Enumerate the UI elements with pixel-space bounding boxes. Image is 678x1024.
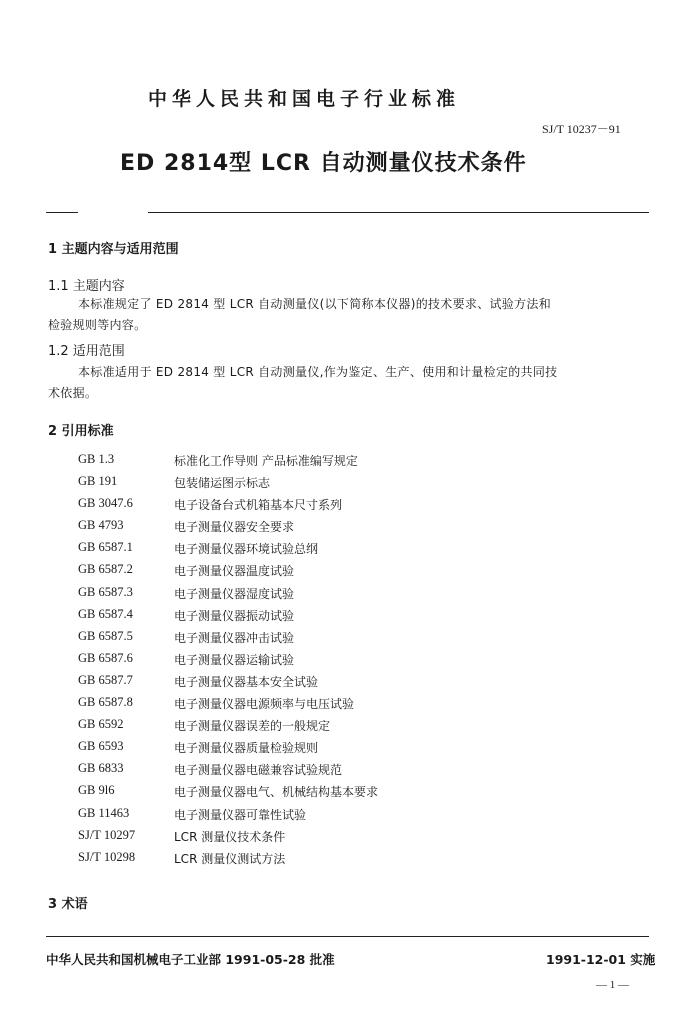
reference-code: GB 6587.3 <box>78 584 133 599</box>
reference-code: GB 6587.8 <box>78 695 133 710</box>
section-1-1-heading: 1.1 主题内容 <box>48 279 125 294</box>
reference-item <box>78 695 378 717</box>
reference-title: 电子测量仪器电源频率与电压试验 <box>174 697 355 712</box>
implementation-date: 1991-12-01 实施 <box>546 952 656 967</box>
reference-title: 电子测量仪器基本安全试验 <box>174 674 319 689</box>
footer-divider <box>46 936 649 937</box>
reference-title: LCR 测量仪测试方法 <box>174 851 286 866</box>
reference-title: 电子测量仪器电磁兼容试验规范 <box>174 763 343 778</box>
reference-code: GB 1.3 <box>78 452 115 466</box>
reference-code: GB 6587.7 <box>78 672 133 687</box>
reference-code: GB 6587.5 <box>78 628 133 643</box>
reference-code: GB 9l6 <box>78 783 115 798</box>
reference-item <box>78 496 378 518</box>
approval-statement: 中华人民共和国机械电子工业部 1991-05-28 批准 <box>46 952 335 967</box>
reference-item <box>78 518 378 540</box>
section-1-1-text-line1: 本标准规定了 ED 2814 型 LCR 自动测量仪(以下简称本仪器)的技术要求、试验方法和 <box>78 297 552 311</box>
reference-code: GB 3047.6 <box>78 496 133 511</box>
reference-code: GB 6833 <box>78 761 124 776</box>
reference-item <box>78 540 378 562</box>
reference-item <box>78 607 378 629</box>
reference-code: SJ/T 10298 <box>78 849 136 864</box>
reference-item <box>78 717 378 739</box>
section-1-1-text-line2: 检验规则等内容。 <box>48 318 147 332</box>
reference-item <box>78 783 378 805</box>
reference-item <box>78 673 378 695</box>
reference-title: 电子测量仪器环境试验总纲 <box>174 542 319 557</box>
reference-code: GB 191 <box>78 474 118 489</box>
reference-title: 电子测量仪器安全要求 <box>174 520 295 535</box>
section-2-heading: 2 引用标准 <box>48 424 114 439</box>
reference-title: 电子测量仪器振动试验 <box>174 608 295 623</box>
standard-number: SJ/T 10237－91 <box>542 122 621 136</box>
issuing-body-header: 中华人民共和国电子行业标准 <box>148 88 461 110</box>
reference-item <box>78 850 378 872</box>
reference-title: 电子测量仪器冲击试验 <box>174 630 295 645</box>
reference-list <box>78 452 378 872</box>
section-1-2-text-line1: 本标准适用于 ED 2814 型 LCR 自动测量仪,作为鉴定、生产、使用和计量检定的共同技 <box>78 365 558 379</box>
reference-title: 包装储运图示标志 <box>174 476 271 491</box>
reference-title: 电子测量仪器质量检验规则 <box>174 741 319 756</box>
reference-item <box>78 828 378 850</box>
reference-item <box>78 806 378 828</box>
reference-item <box>78 452 378 474</box>
reference-title: 电子测量仪器运输试验 <box>174 652 295 667</box>
reference-code: GB 6587.1 <box>78 540 133 555</box>
section-1-2-text-line2: 术依据。 <box>48 386 98 400</box>
reference-item <box>78 761 378 783</box>
reference-item <box>78 739 378 761</box>
reference-title: 电子设备台式机箱基本尺寸系列 <box>174 498 343 513</box>
reference-code: SJ/T 10297 <box>78 827 136 842</box>
section-1-heading: 1 主题内容与适用范围 <box>48 242 179 257</box>
reference-code: GB 11463 <box>78 805 130 820</box>
section-3-heading: 3 术语 <box>48 897 88 912</box>
reference-code: GB 6587.2 <box>78 562 133 577</box>
reference-item <box>78 585 378 607</box>
section-1-2-heading: 1.2 适用范围 <box>48 344 125 359</box>
document-title: ED 2814型 LCR 自动测量仪技术条件 <box>120 151 527 176</box>
reference-title: 电子测量仪器可靠性试验 <box>174 807 307 822</box>
reference-item <box>78 629 378 651</box>
reference-title: LCR 测量仪技术条件 <box>174 829 286 844</box>
reference-code: GB 6593 <box>78 739 124 754</box>
reference-code: GB 6587.6 <box>78 650 133 665</box>
page-number: — 1 — <box>596 979 629 991</box>
reference-title: 电子测量仪器电气、机械结构基本要求 <box>174 785 379 800</box>
reference-item <box>78 651 378 673</box>
reference-title: 标准化工作导则 产品标准编写规定 <box>174 454 358 468</box>
reference-code: GB 6592 <box>78 717 124 732</box>
reference-code: GB 4793 <box>78 518 124 533</box>
reference-item <box>78 562 378 584</box>
reference-title: 电子测量仪器误差的一般规定 <box>174 719 331 734</box>
reference-title: 电子测量仪器温度试验 <box>174 564 295 579</box>
reference-title: 电子测量仪器湿度试验 <box>174 586 295 601</box>
reference-code: GB 6587.4 <box>78 606 133 621</box>
reference-item <box>78 474 378 496</box>
